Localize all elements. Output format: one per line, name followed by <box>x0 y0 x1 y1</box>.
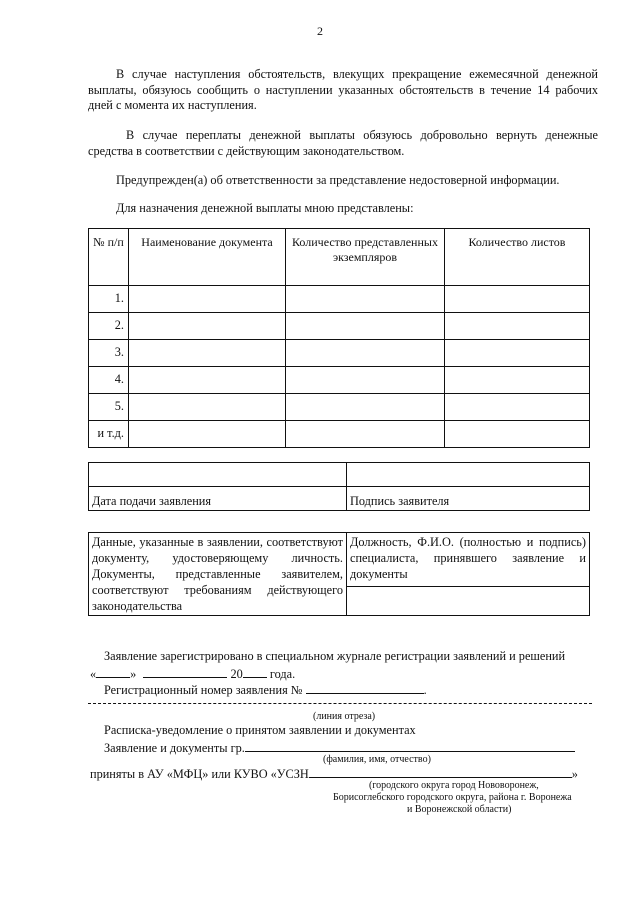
quote-close: » <box>130 667 137 681</box>
table-row <box>89 394 590 421</box>
verification-table <box>88 532 590 616</box>
row-copies-cell[interactable] <box>286 421 445 448</box>
row-doc-name-cell[interactable] <box>129 367 286 394</box>
registration-number-line <box>104 681 427 699</box>
receipt-title: Расписка-уведомление о принятом заявлении и документах <box>104 723 416 737</box>
applicant-name-caption: (фамилия, имя, отчество) <box>323 754 431 765</box>
header-num: № п/п <box>89 229 129 286</box>
institution-caption-3: и Воронежской области) <box>407 804 512 815</box>
paragraph-overpayment: В случае переплаты денежной выплаты обязуюсь добровольно вернуть денежные средства в соответствии с действующим законодательством. <box>88 128 598 158</box>
row-doc-name-cell[interactable] <box>129 421 286 448</box>
paragraph-responsibility: Предупрежден(а) об ответственности за представление недостоверной информации. <box>116 173 560 187</box>
header-copies: Количество представленных экземпляров <box>286 229 445 286</box>
row-number: 5. <box>89 394 129 421</box>
year-suffix: года. <box>269 667 296 681</box>
row-sheets-cell[interactable] <box>445 313 590 340</box>
registration-number-end: . <box>423 683 427 697</box>
paragraph-notification: В случае наступления обстоятельств, влекущих прекращение ежемесячной денежной выплаты, обязуюсь сообщить о наступлении указанных обстоятельств в течение 14 рабочих дней с момента их наступления. <box>88 67 598 112</box>
row-doc-name-cell[interactable] <box>129 394 286 421</box>
table-header-row <box>89 229 590 286</box>
registration-number-field[interactable] <box>306 681 424 694</box>
row-sheets-cell[interactable] <box>445 340 590 367</box>
institution-caption-1: (городского округа город Нововоронеж, <box>369 780 539 791</box>
row-copies-cell[interactable] <box>286 367 445 394</box>
specialist-signature-field[interactable] <box>347 587 590 616</box>
quote-open: « <box>90 667 97 681</box>
row-number: 1. <box>89 286 129 313</box>
row-copies-cell[interactable] <box>286 340 445 367</box>
table-row <box>89 313 590 340</box>
receipt-accepted-label: приняты в АУ «МФЦ» или КУВО «УСЗН <box>90 767 309 781</box>
registration-line: Заявление зарегистрировано в специальном журнале регистрации заявлений и решений <box>104 649 566 663</box>
table-row <box>89 286 590 313</box>
page-number: 2 <box>317 24 323 38</box>
documents-table <box>88 228 590 448</box>
row-copies-cell[interactable] <box>286 394 445 421</box>
month-field[interactable] <box>143 665 227 678</box>
header-sheets: Количество листов <box>445 229 590 286</box>
row-doc-name-cell[interactable] <box>129 340 286 367</box>
applicant-name-field[interactable] <box>245 739 575 752</box>
paragraph-documents-intro: Для назначения денежной выплаты мною представлены: <box>116 201 414 215</box>
header-name: Наименование документа <box>129 229 286 286</box>
row-number: и т.д. <box>89 421 129 448</box>
row-sheets-cell[interactable] <box>445 394 590 421</box>
row-doc-name-cell[interactable] <box>129 313 286 340</box>
receipt-quote-close: » <box>571 767 578 781</box>
institution-caption-2: Борисоглебского городского округа, района г. Воронежа <box>333 792 572 803</box>
row-sheets-cell[interactable] <box>445 286 590 313</box>
registration-date-line <box>90 665 295 683</box>
cut-line-label: (линия отреза) <box>313 711 376 722</box>
row-doc-name-cell[interactable] <box>129 286 286 313</box>
day-field[interactable] <box>96 665 130 678</box>
specialist-label: Должность, Ф.И.О. (полностью и подпись) специалиста, принявшего заявление и документы <box>347 533 590 587</box>
signature-table <box>88 462 590 511</box>
year-field[interactable] <box>243 665 267 678</box>
registration-number-label: Регистрационный номер заявления № <box>104 683 303 697</box>
date-label: Дата подачи заявления <box>89 487 347 511</box>
signature-label: Подпись заявителя <box>347 487 590 511</box>
institution-field[interactable] <box>309 765 572 778</box>
signature-field[interactable] <box>347 463 590 487</box>
row-number: 3. <box>89 340 129 367</box>
row-sheets-cell[interactable] <box>445 421 590 448</box>
cut-line <box>88 703 592 704</box>
table-row <box>89 340 590 367</box>
verification-text: Данные, указанные в заявлении, соответствуют документу, удостоверяющему личность. Документы, представленные заявителем, соответствуют требованиям действующего законодательства <box>89 533 347 616</box>
row-copies-cell[interactable] <box>286 286 445 313</box>
receipt-applicant-label: Заявление и документы гр. <box>104 741 245 755</box>
date-field[interactable] <box>89 463 347 487</box>
row-number: 4. <box>89 367 129 394</box>
row-sheets-cell[interactable] <box>445 367 590 394</box>
row-number: 2. <box>89 313 129 340</box>
table-row <box>89 421 590 448</box>
row-copies-cell[interactable] <box>286 313 445 340</box>
year-prefix: 20 <box>230 667 243 681</box>
table-row <box>89 367 590 394</box>
